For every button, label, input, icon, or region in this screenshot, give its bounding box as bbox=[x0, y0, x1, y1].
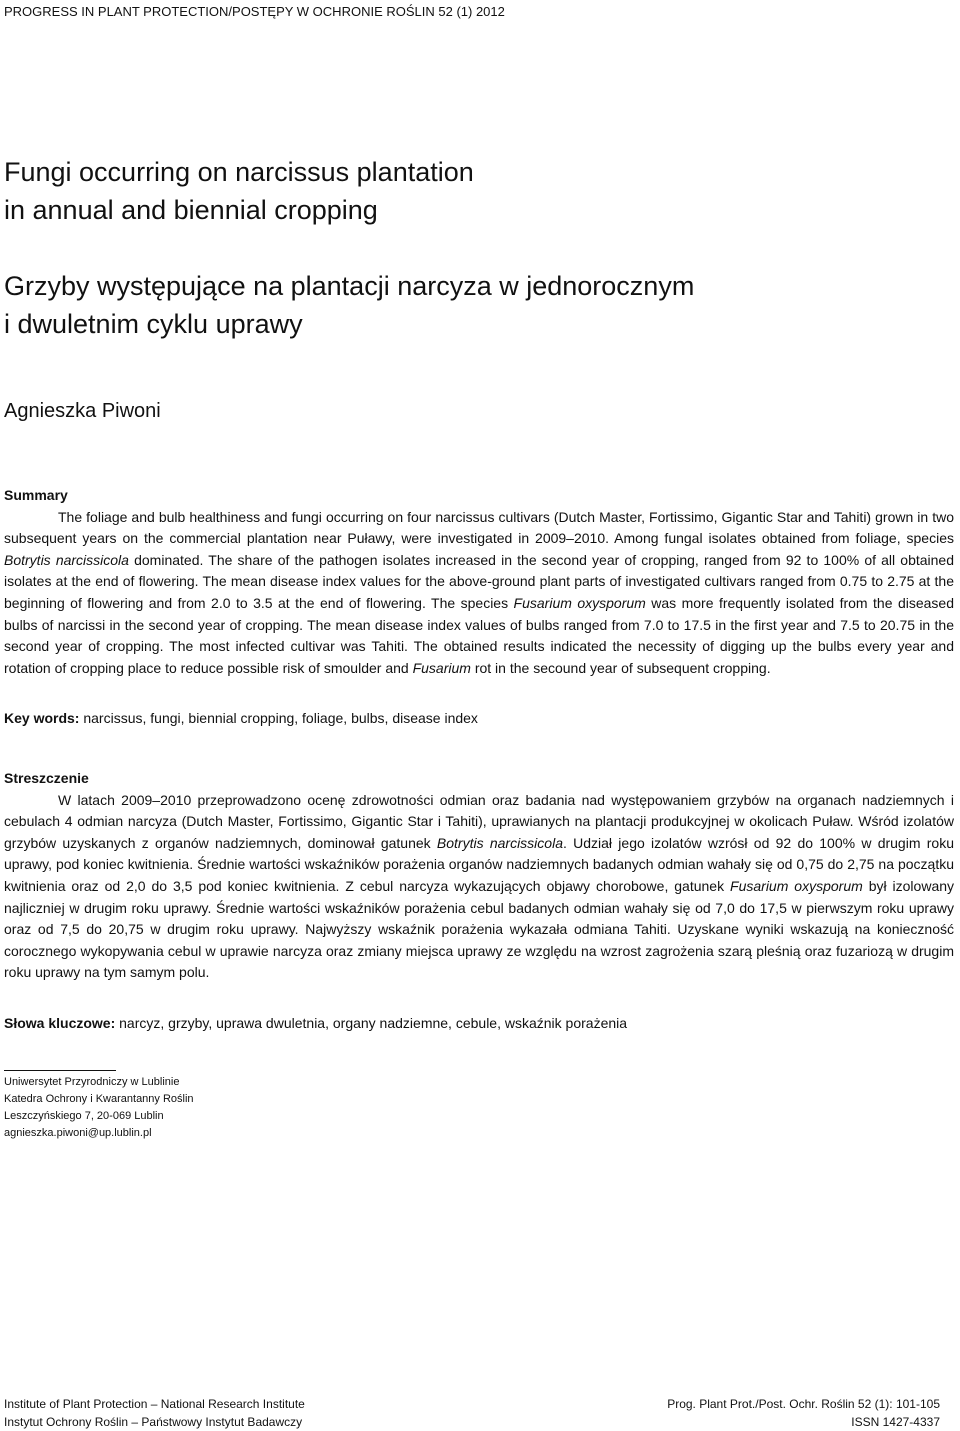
species-botrytis: Botrytis narcissicola bbox=[4, 551, 129, 568]
affiliation-department: Katedra Ochrony i Kwarantanny Roślin bbox=[4, 1093, 194, 1105]
footer-institute bbox=[4, 1395, 305, 1431]
summary-section bbox=[4, 485, 954, 679]
summary-text-1: The foliage and bulb healthiness and fungi occurring on four narcissus cultivars (Dutch Master, Fortissimo, Gigantic Star and Tahiti) grown in two subsequent years on the commercial plantation near Puławy, were investigated in 2009–2010. Among fungal isolates obtained from foliage, species bbox=[4, 508, 954, 547]
gatunek-botrytis: Botrytis narcissicola bbox=[436, 834, 563, 851]
gatunek-fusarium-oxysporum: Fusarium oxysporum bbox=[730, 877, 863, 894]
summary-text-4: rot in the secound year of subsequent cropping. bbox=[470, 659, 771, 676]
streszczenie-text-2: . Udział jego izolatów wzrósł od 92 do 100% w drugim roku uprawy, pod koniec kwitnienia. Średnie wartości wskaźników porażenia organów nadziemnych badanych odmian wahały się od 0,75 do 2,75 na początku kwitnienia oraz od 2,0 do 3,5 pod koniec kwitnienia. Z cebul narcyza wykazujących objawy chorobowe, gatunek bbox=[4, 834, 954, 894]
slowa-kluczowe-line bbox=[4, 1015, 954, 1031]
streszczenie-text-1: W latach 2009–2010 przeprowadzono ocenę zdrowotności odmian oraz badania nad występowaniem grzybów na organach nadziemnych i cebulach 4 odmian narcyza (Dutch Master, Fortissimo, Gigantic Star i Tahiti), uprawianych na plantacji produkcyjnej w okolicach Puław. Wśród izolatów grzybów uzyskanych z organów nadziemnych, dominował gatunek bbox=[4, 791, 954, 851]
streszczenie-heading: Streszczenie bbox=[4, 770, 89, 786]
footer-citation-journal: Prog. Plant Prot./Post. Ochr. Roślin 52 (1): 101-105 bbox=[667, 1397, 940, 1411]
summary-paragraph bbox=[4, 507, 954, 680]
author-name: Agnieszka Piwoni bbox=[4, 400, 161, 422]
title-english bbox=[4, 153, 474, 229]
species-fusarium-oxysporum: Fusarium oxysporum bbox=[513, 594, 646, 611]
title-english-line2: in annual and biennial cropping bbox=[4, 195, 378, 225]
title-polish-line2: i dwuletnim cyklu uprawy bbox=[4, 309, 303, 339]
title-english-line1: Fungi occurring on narcissus plantation bbox=[4, 157, 474, 187]
streszczenie-paragraph bbox=[4, 790, 954, 984]
slowa-kluczowe-text: narcyz, grzyby, uprawa dwuletnia, organy nadziemne, cebule, wskaźnik porażenia bbox=[115, 1015, 628, 1031]
genus-fusarium: Fusarium bbox=[412, 659, 471, 676]
keywords-text: narcissus, fungi, biennial cropping, foliage, bulbs, disease index bbox=[79, 710, 478, 726]
title-polish bbox=[4, 267, 694, 343]
footnote-rule bbox=[4, 1070, 116, 1071]
affiliation-email: agnieszka.piwoni@up.lublin.pl bbox=[4, 1127, 152, 1139]
streszczenie-text-3: był izolowany najliczniej w drugim roku uprawy. Średnie wartości wskaźników porażenia cebul badanych odmian wahały się od 7,0 do 17,5 w pierwszym roku uprawy oraz od 7,5 do 20,75 w drugim roku uprawy. Najwyższy wskaźnik porażenia wykazała odmiana Tahiti. Uzyskane wyniki wskazują na konieczność corocznego wykopywania cebul w uprawie narcyza oraz zmiany miejsca uprawy ze względu na wzrost zagrożenia szarą pleśnią oraz fuzariozą w drugim roku uprawy na tym samym polu. bbox=[4, 877, 955, 981]
footer-citation bbox=[667, 1395, 940, 1431]
title-polish-line1: Grzyby występujące na plantacji narcyza w jednorocznym bbox=[4, 271, 695, 301]
affiliation-block bbox=[4, 1074, 194, 1142]
footer-citation-issn: ISSN 1427-4337 bbox=[851, 1415, 940, 1429]
affiliation-address: Leszczyńskiego 7, 20-069 Lublin bbox=[4, 1110, 164, 1122]
keywords-label: Key words: bbox=[4, 710, 80, 726]
summary-text-3: was more frequently isolated from the diseased bulbs of narcissi in the second year of cropping. The mean disease index values of bulbs ranged from 7.0 to 17.5 in the first year and 7.5 to 20.75 in the second year of cropping. The most infected cultivar was Tahiti. The obtained results indicated the necessity of digging up the bulbs every year and rotation of cropping place to reduce possible risk of smoulder and bbox=[4, 594, 954, 676]
keywords-line bbox=[4, 710, 954, 726]
affiliation-university: Uniwersytet Przyrodniczy w Lublinie bbox=[4, 1076, 180, 1088]
summary-heading: Summary bbox=[4, 487, 68, 503]
journal-header: PROGRESS IN PLANT PROTECTION/POSTĘPY W OCHRONIE ROŚLIN 52 (1) 2012 bbox=[4, 4, 505, 19]
slowa-kluczowe-label: Słowa kluczowe: bbox=[4, 1015, 116, 1031]
summary-text-2: dominated. The share of the pathogen isolates increased in the second year of cropping, ranged from 92 to 100% of all obtained isolates at the end of flowering. The mean disease index values for the above-ground plant parts of investigated cultivars ranged from 0.75 to 2.75 at the beginning of flowering and from 2.0 to 3.5 at the end of flowering. The species bbox=[4, 551, 955, 611]
footer-institute-en: Institute of Plant Protection – National Research Institute bbox=[4, 1397, 305, 1411]
streszczenie-section bbox=[4, 768, 954, 984]
footer-institute-pl: Instytut Ochrony Roślin – Państwowy Instytut Badawczy bbox=[4, 1415, 303, 1429]
